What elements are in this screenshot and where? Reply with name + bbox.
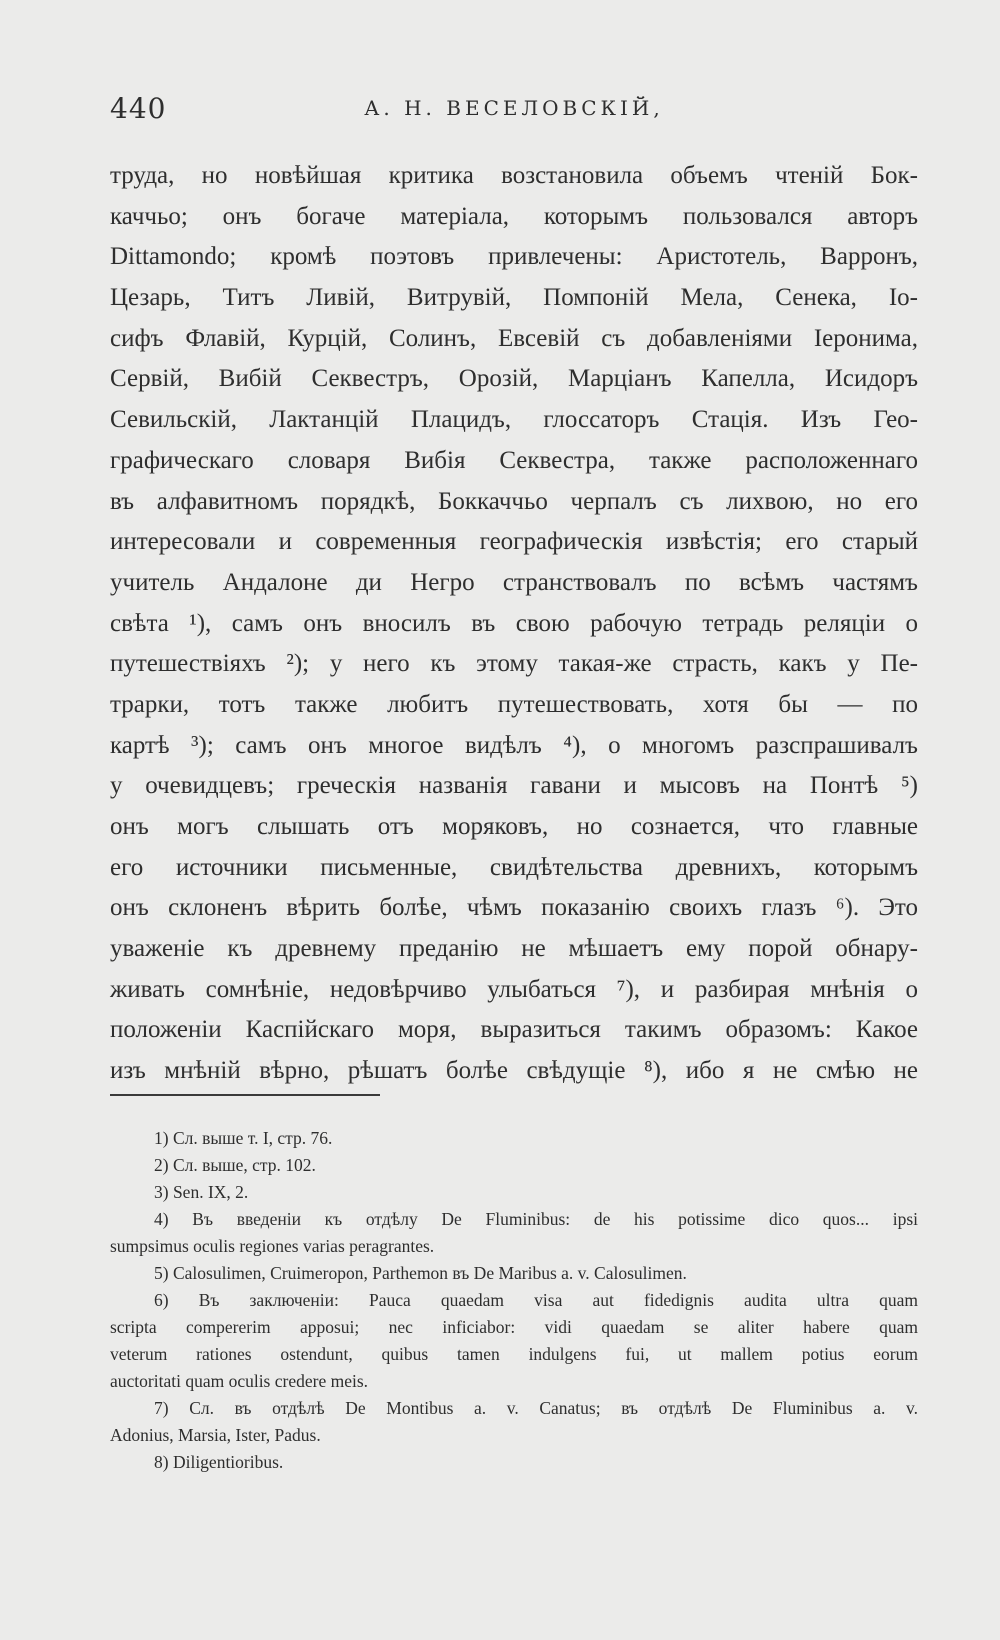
footnote-line: veterum rationes ostendunt, quibus tamen indulgens fui, ut mallem potius eorum bbox=[110, 1344, 918, 1364]
footnote-line: scripta compererim apposui; nec inficiabor: vidi quaedam se aliter habere quam bbox=[110, 1317, 918, 1337]
text-line: Севильскій, Лактанцій Плацидъ, глоссаторъ Стація. Изъ Гео- bbox=[110, 406, 918, 434]
footnote bbox=[110, 1125, 918, 1152]
footnote-line: 7) Сл. въ отдѣлѣ De Montibus a. v. Canatus; въ отдѣлѣ De Fluminibus a. v. bbox=[154, 1398, 918, 1418]
text-line: онъ склоненъ вѣрить болѣе, чѣмъ показанію своихъ глазъ ⁶). Это bbox=[110, 894, 918, 922]
text-line: графическаго словаря Вибія Секвестра, также расположеннаго bbox=[110, 446, 918, 474]
footnote bbox=[110, 1152, 918, 1179]
footnote-line: 5) Calosulimen, Cruimeropon, Parthemon въ De Maribus a. v. Calosulimen. bbox=[154, 1263, 687, 1283]
text-line: въ алфавитномъ порядкѣ, Боккаччьо черпалъ съ лихвою, но его bbox=[110, 487, 918, 515]
text-line: у очевидцевъ; греческія названія гавани и мысовъ на Понтѣ ⁵) bbox=[110, 772, 918, 800]
text-line: каччьо; онъ богаче матеріала, которымъ пользовался авторъ bbox=[110, 202, 918, 230]
text-line: положеніи Каспійскаго моря, выразиться такимъ образомъ: Какое bbox=[110, 1016, 918, 1044]
running-head: А. Н. ВЕСЕЛОВСКІЙ, bbox=[364, 96, 664, 120]
text-line: учитель Андалоне ди Негро странствовалъ по всѣмъ частямъ bbox=[110, 568, 918, 596]
page-number: 440 bbox=[110, 92, 167, 125]
text-line: путешествіяхъ ²); у него къ этому такая-же страсть, какъ у Пе- bbox=[110, 650, 918, 678]
footnotes bbox=[110, 1125, 918, 1476]
footnote-line: 3) Sen. IX, 2. bbox=[154, 1182, 249, 1202]
footnote bbox=[110, 1287, 918, 1395]
footnote bbox=[110, 1206, 918, 1260]
text-line: Цезарь, Титъ Ливій, Витрувій, Помпоній Мела, Сенека, Іо- bbox=[110, 284, 918, 312]
footnote-line: 6) Въ заключеніи: Pauca quaedam visa aut fidedignis audita ultra quam bbox=[154, 1290, 918, 1310]
footnote-line: auctoritati quam oculis credere meis. bbox=[110, 1371, 369, 1391]
page-header bbox=[110, 92, 918, 132]
footnote-line: Adonius, Marsia, Ister, Padus. bbox=[110, 1425, 321, 1445]
text-line: сифъ Флавій, Курцій, Солинъ, Евсевій съ добавленіями Іеронима, bbox=[110, 324, 918, 352]
text-line: труда, но новѣйшая критика возстановила объемъ чтеній Бок- bbox=[110, 162, 918, 189]
text-line: его источники письменные, свидѣтельства древнихъ, которымъ bbox=[110, 853, 918, 881]
footnote-line: 2) Сл. выше, стр. 102. bbox=[154, 1155, 316, 1175]
text-line: Сервій, Вибій Секвестръ, Орозій, Марціанъ Капелла, Исидоръ bbox=[110, 365, 918, 393]
text-line: интересовали и современныя географическія извѣстія; его старый bbox=[110, 528, 918, 556]
text-line: уваженіе къ древнему преданію не мѣшаетъ ему порой обнару- bbox=[110, 935, 918, 963]
text-line: Dittamondo; кромѣ поэтовъ привлечены: Аристотель, Варронъ, bbox=[110, 243, 918, 271]
text-line: изъ мнѣній вѣрно, рѣшатъ болѣе свѣдущіе ⁸), ибо я не смѣю не bbox=[110, 1057, 918, 1085]
footnote-line: 8) Diligentioribus. bbox=[154, 1452, 284, 1472]
footnote bbox=[110, 1449, 918, 1476]
text-line: трарки, тотъ также любитъ путешествовать, хотя бы — по bbox=[110, 690, 918, 718]
footnote bbox=[110, 1395, 918, 1449]
text-line: картѣ ³); самъ онъ многое видѣлъ ⁴), о многомъ разспрашивалъ bbox=[110, 731, 918, 759]
footnote-line: 1) Сл. выше т. I, стр. 76. bbox=[154, 1128, 333, 1148]
text-line: свѣта ¹), самъ онъ вносилъ въ свою рабочую тетрадь реляціи о bbox=[110, 609, 918, 637]
footnote-line: sumpsimus oculis regiones varias peragrantes. bbox=[110, 1236, 435, 1256]
footnote-rule bbox=[110, 1094, 380, 1096]
footnote-line: 4) Въ введеніи къ отдѣлу De Fluminibus: de his potissime dico quos... ipsi bbox=[154, 1209, 918, 1229]
text-line: онъ могъ слышать отъ моряковъ, но сознается, что главные bbox=[110, 813, 918, 840]
text-line: живать сомнѣніе, недовѣрчиво улыбаться ⁷), и разбирая мнѣнія о bbox=[110, 975, 918, 1003]
footnote bbox=[110, 1179, 918, 1206]
footnote bbox=[110, 1260, 918, 1287]
body-text bbox=[110, 156, 918, 1092]
